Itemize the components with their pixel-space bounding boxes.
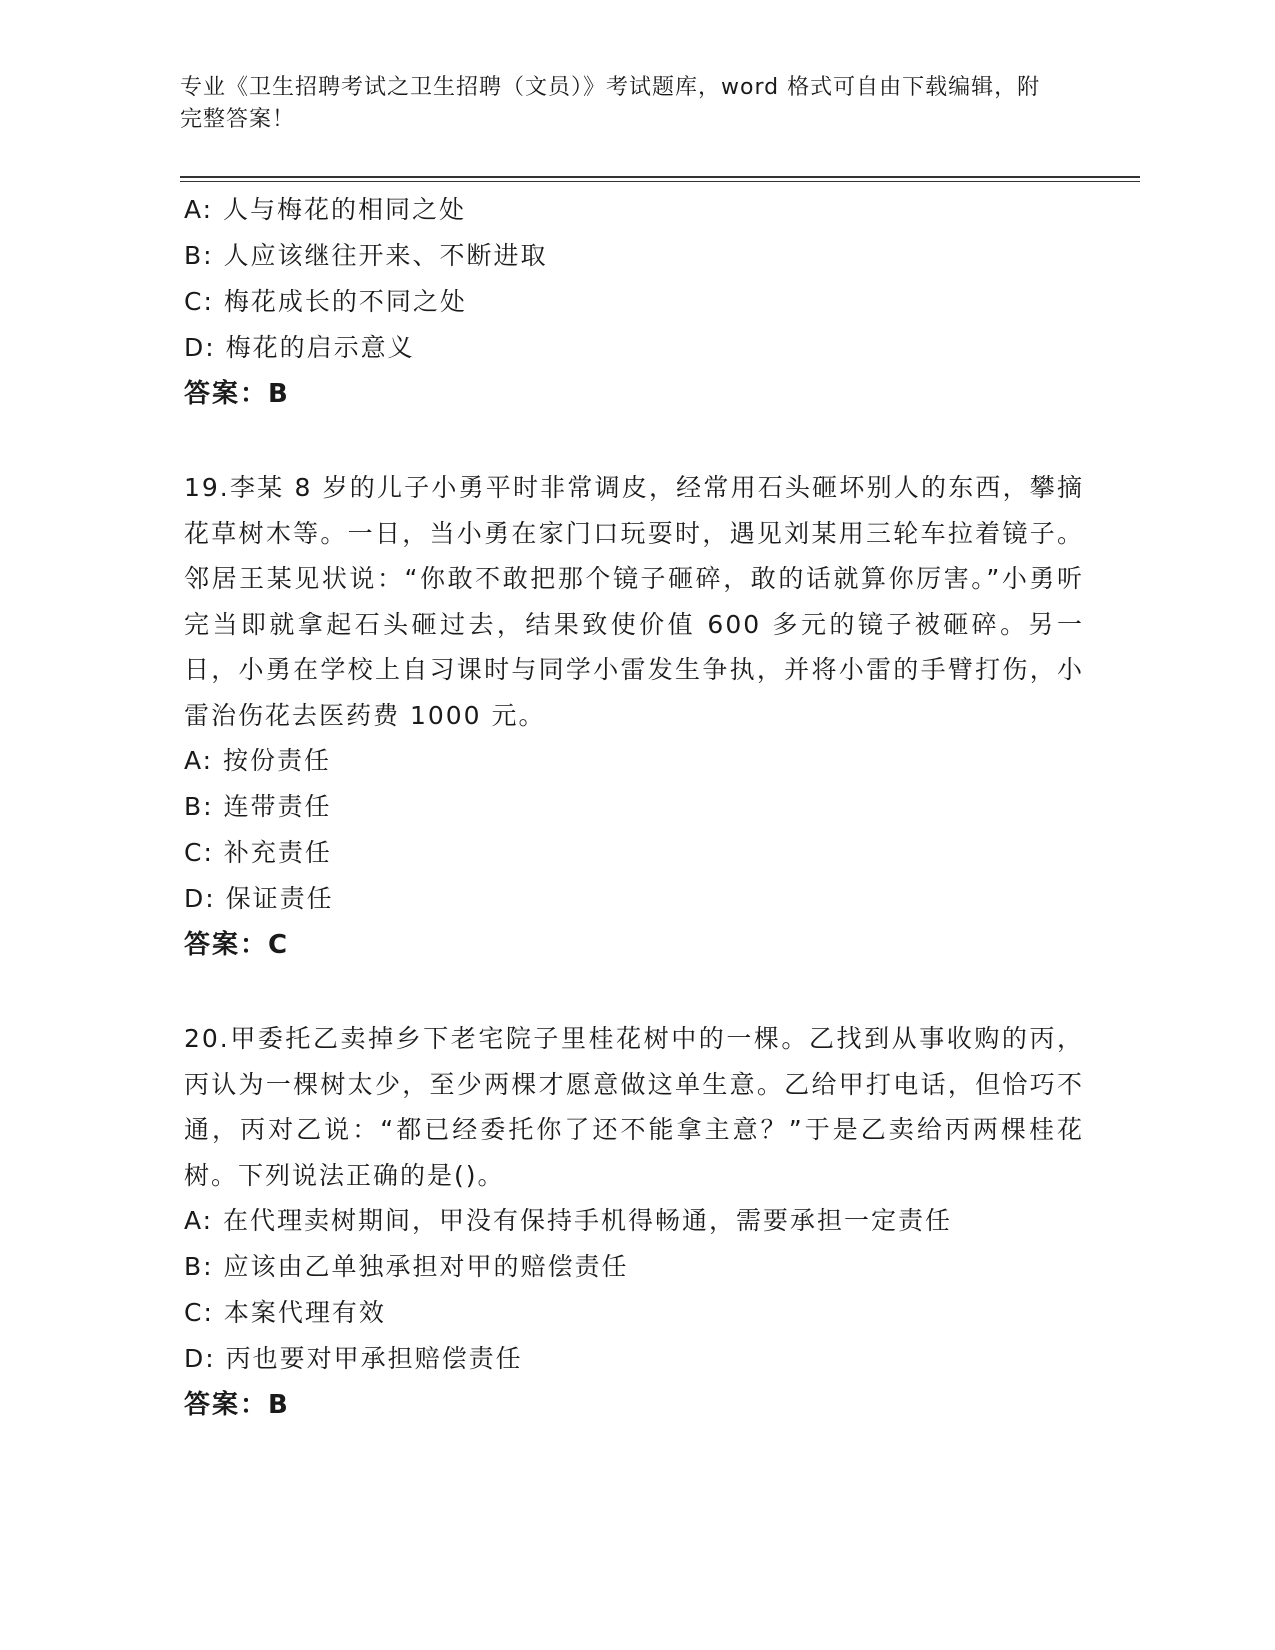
option-a: A: 人与梅花的相同之处: [184, 195, 467, 224]
question-18: [184, 187, 1084, 417]
option-d: D: 梅花的启示意义: [184, 333, 415, 362]
option-b: B: 连带责任: [184, 792, 332, 821]
question-19: [184, 465, 1084, 968]
question-20: [184, 1016, 1084, 1428]
option-c: C: 梅花成长的不同之处: [184, 287, 467, 316]
option-c: C: 本案代理有效: [184, 1298, 386, 1327]
question-stem: 20.甲委托乙卖掉乡下老宅院子里桂花树中的一棵。乙找到从事收购的丙，丙认为一棵树太少，至少两棵才愿意做这单生意。乙给甲打电话，但恰巧不通，丙对乙说：“都已经委托你了还不能拿主意？”于是乙卖给丙两棵桂花树。下列说法正确的是()。: [184, 1024, 1084, 1190]
header-divider-thin: [180, 181, 1140, 182]
answer-line: 答案：B: [184, 379, 290, 409]
option-d: D: 保证责任: [184, 884, 334, 913]
option-c: C: 补充责任: [184, 838, 332, 867]
question-list: [184, 187, 1084, 1428]
option-b: B: 人应该继往开来、不断进取: [184, 241, 548, 270]
option-d: D: 丙也要对甲承担赔偿责任: [184, 1344, 523, 1373]
option-b: B: 应该由乙单独承担对甲的赔偿责任: [184, 1252, 629, 1281]
option-a: A: 在代理卖树期间，甲没有保持手机得畅通，需要承担一定责任: [184, 1206, 953, 1235]
question-stem: 19.李某 8 岁的儿子小勇平时非常调皮，经常用石头砸坏别人的东西，攀摘花草树木等。一日，当小勇在家门口玩耍时，遇见刘某用三轮车拉着镜子。邻居王某见状说：“你敢不敢把那个镜子砸碎，敢的话就算你厉害。”小勇听完当即就拿起石头砸过去，结果致使价值 600 多元的镜子被砸碎。另一日，小勇在学校上自习课时与同学小雷发生争执，并将小雷的手臂打伤，小雷治伤花去医药费 1000 元。: [184, 473, 1084, 730]
spacer: [184, 968, 1084, 1016]
answer-line: 答案：C: [184, 930, 290, 960]
header-divider-thick: [180, 176, 1140, 178]
option-a: A: 按份责任: [184, 746, 332, 775]
spacer: [184, 417, 1084, 465]
document-header: 专业《卫生招聘考试之卫生招聘（文员）》考试题库，word 格式可自由下载编辑，附完整答案！: [180, 75, 1041, 132]
answer-line: 答案：B: [184, 1390, 290, 1420]
